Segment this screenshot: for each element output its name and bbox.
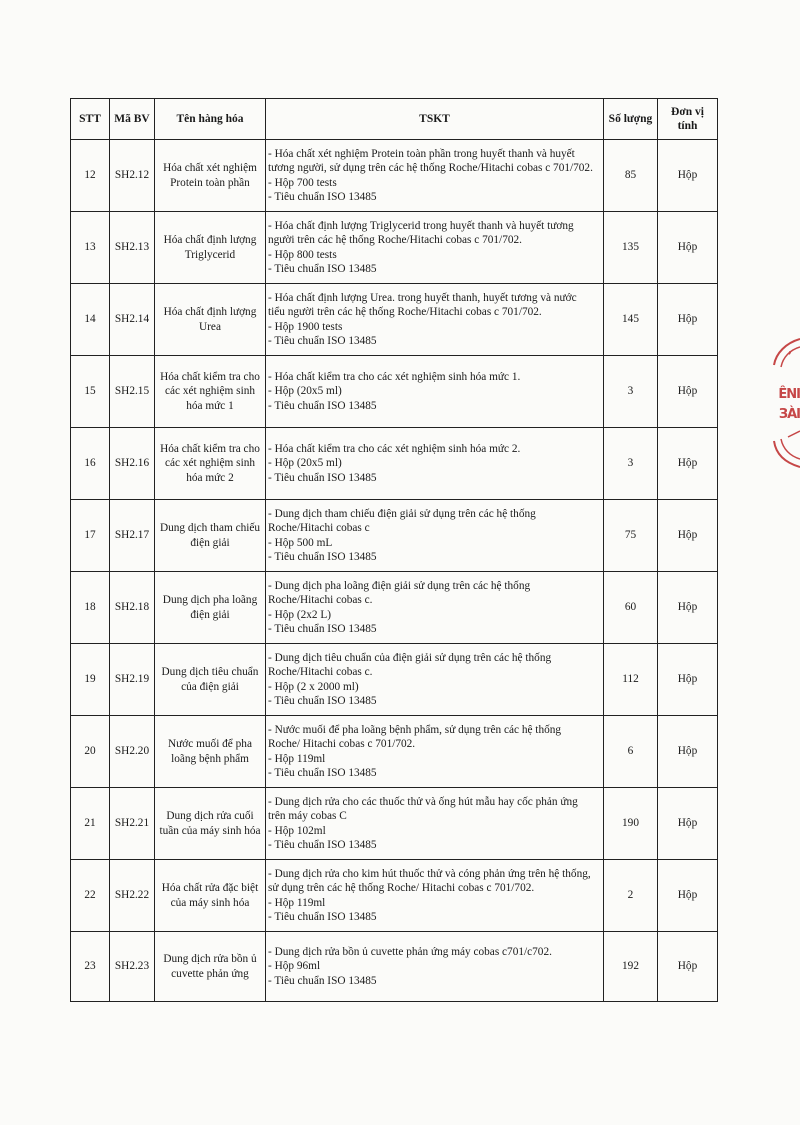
table-row [71, 932, 718, 1002]
cell-ten-hang-hoa: Nước muối để pha loãng bệnh phẩm [155, 716, 266, 788]
tskt-line: - Hóa chất xét nghiệm Protein toàn phần trong huyết thanh và huyết [268, 147, 575, 160]
tskt-line: - Hóa chất định lượng Triglycerid trong huyết thanh và huyết tương [268, 219, 574, 232]
cell-stt: 12 [71, 140, 110, 212]
cell-ten-hang-hoa: Dung dịch rửa bồn ủ cuvette phản ứng [155, 932, 266, 1002]
cell-don-vi: Hộp [658, 212, 718, 284]
cell-tskt [266, 860, 604, 932]
cell-ma-bv: SH2.21 [110, 788, 155, 860]
header-don-vi-tinh [658, 99, 718, 140]
stamp-text-line1: ÊNI [778, 387, 800, 402]
cell-ma-bv: SH2.15 [110, 356, 155, 428]
cell-tskt [266, 428, 604, 500]
header-don-vi-line1: Đơn vị [671, 106, 704, 118]
tskt-line: - Hộp 102ml [268, 824, 326, 837]
tskt-line: tiểu người trên các hệ thống Roche/Hitachi cobas c 701/702. [268, 306, 542, 318]
cell-tskt [266, 788, 604, 860]
cell-ma-bv: SH2.17 [110, 500, 155, 572]
cell-don-vi: Hộp [658, 428, 718, 500]
cell-don-vi: Hộp [658, 644, 718, 716]
tskt-line: - Hộp (2 x 2000 ml) [268, 680, 359, 693]
header-stt: STT [71, 99, 110, 140]
tskt-line: - Hộp 1900 tests [268, 320, 343, 333]
tskt-line: - Nước muối để pha loãng bệnh phẩm, sử dụng trên các hệ thống [268, 723, 562, 736]
table-row [71, 140, 718, 212]
tskt-line: tương người, sử dụng trên các hệ thống Roche/Hitachi cobas c 701/702. [268, 162, 593, 174]
table-body [71, 140, 718, 1002]
table-row [71, 788, 718, 860]
tskt-line: Roche/Hitachi cobas c [268, 522, 370, 534]
tskt-line: - Tiêu chuẩn ISO 13485 [268, 551, 377, 563]
tskt-line: - Dung dịch rửa bồn ủ cuvette phản ứng máy cobas c701/c702. [268, 945, 552, 958]
tskt-line: - Dung dịch pha loãng điện giải sử dụng trên các hệ thống [268, 579, 531, 592]
stamp-fragment [758, 335, 800, 465]
header-so-luong: Số lượng [604, 99, 658, 140]
tskt-line: Roche/ Hitachi cobas c 701/702. [268, 738, 416, 750]
header-ten-hang-hoa: Tên hàng hóa [155, 99, 266, 140]
tskt-line: - Dung dịch rửa cho kim hút thuốc thử và cóng phản ứng trên hệ thống, [268, 867, 591, 880]
svg-text:ʼ: ʼ [788, 349, 793, 362]
cell-ma-bv: SH2.14 [110, 284, 155, 356]
cell-ten-hang-hoa: Hóa chất kiểm tra cho các xét nghiệm sinh hóa mức 1 [155, 356, 266, 428]
tskt-line: - Hộp 800 tests [268, 248, 337, 261]
tskt-line: - Tiêu chuẩn ISO 13485 [268, 695, 377, 707]
cell-ten-hang-hoa: Hóa chất kiểm tra cho các xét nghiệm sinh hóa mức 2 [155, 428, 266, 500]
tskt-line: - Tiêu chuẩn ISO 13485 [268, 623, 377, 635]
tskt-line: - Hộp (2x2 L) [268, 608, 332, 621]
cell-stt: 20 [71, 716, 110, 788]
cell-ten-hang-hoa: Dung dịch tham chiếu điện giải [155, 500, 266, 572]
cell-don-vi: Hộp [658, 500, 718, 572]
tskt-line: - Tiêu chuẩn ISO 13485 [268, 191, 377, 203]
header-don-vi-line2: tính [677, 120, 698, 132]
table-row [71, 572, 718, 644]
tskt-line: - Hộp (20x5 ml) [268, 385, 342, 398]
cell-so-luong: 3 [604, 356, 658, 428]
cell-ma-bv: SH2.23 [110, 932, 155, 1002]
cell-don-vi: Hộp [658, 716, 718, 788]
table-row [71, 356, 718, 428]
cell-don-vi: Hộp [658, 860, 718, 932]
tskt-line: - Hộp 119ml [268, 896, 326, 909]
cell-stt: 21 [71, 788, 110, 860]
cell-so-luong: 2 [604, 860, 658, 932]
cell-tskt [266, 284, 604, 356]
cell-stt: 16 [71, 428, 110, 500]
tskt-line: - Dung dịch rửa cho các thuốc thử và ống hút mẫu hay cốc phản ứng [268, 795, 578, 808]
specification-table [70, 98, 718, 1002]
cell-so-luong: 190 [604, 788, 658, 860]
cell-don-vi: Hộp [658, 572, 718, 644]
cell-ten-hang-hoa: Dung dịch tiêu chuẩn của điện giải [155, 644, 266, 716]
tskt-line: người trên các hệ thống Roche/Hitachi cobas c 701/702. [268, 234, 522, 246]
tskt-line: - Tiêu chuẩn ISO 13485 [268, 974, 377, 987]
cell-don-vi: Hộp [658, 140, 718, 212]
cell-stt: 13 [71, 212, 110, 284]
tskt-line: - Hộp 700 tests [268, 176, 337, 189]
cell-so-luong: 145 [604, 284, 658, 356]
cell-so-luong: 75 [604, 500, 658, 572]
tskt-line: - Tiêu chuẩn ISO 13485 [268, 767, 377, 779]
tskt-line: trên máy cobas C [268, 810, 347, 822]
cell-stt: 17 [71, 500, 110, 572]
cell-stt: 23 [71, 932, 110, 1002]
cell-tskt [266, 140, 604, 212]
table-row [71, 644, 718, 716]
cell-ten-hang-hoa: Dung dịch pha loãng điện giải [155, 572, 266, 644]
cell-don-vi: Hộp [658, 788, 718, 860]
cell-so-luong: 6 [604, 716, 658, 788]
tskt-line: - Tiêu chuẩn ISO 13485 [268, 911, 377, 923]
tskt-line: - Tiêu chuẩn ISO 13485 [268, 335, 377, 347]
cell-ma-bv: SH2.22 [110, 860, 155, 932]
tskt-line: - Dung dịch tham chiếu điện giải sử dụng trên các hệ thống [268, 507, 536, 520]
cell-ma-bv: SH2.18 [110, 572, 155, 644]
cell-ten-hang-hoa: Dung dịch rửa cuối tuần của máy sinh hóa [155, 788, 266, 860]
cell-tskt [266, 932, 604, 1002]
tskt-line: - Hóa chất kiểm tra cho các xét nghiệm sinh hóa mức 1. [268, 370, 521, 383]
cell-don-vi: Hộp [658, 932, 718, 1002]
tskt-line: - Tiêu chuẩn ISO 13485 [268, 471, 377, 484]
table-row [71, 428, 718, 500]
cell-stt: 19 [71, 644, 110, 716]
cell-so-luong: 135 [604, 212, 658, 284]
cell-ten-hang-hoa: Hóa chất định lượng Triglycerid [155, 212, 266, 284]
cell-don-vi: Hộp [658, 356, 718, 428]
cell-don-vi: Hộp [658, 284, 718, 356]
tskt-line: - Tiêu chuẩn ISO 13485 [268, 839, 377, 851]
stamp-arc-top-icon [766, 335, 800, 375]
tskt-line: - Hóa chất kiểm tra cho các xét nghiệm sinh hóa mức 2. [268, 442, 521, 455]
cell-stt: 15 [71, 356, 110, 428]
cell-tskt [266, 212, 604, 284]
cell-tskt [266, 716, 604, 788]
tskt-line: Roche/Hitachi cobas c. [268, 594, 373, 606]
cell-ma-bv: SH2.19 [110, 644, 155, 716]
cell-stt: 18 [71, 572, 110, 644]
cell-ma-bv: SH2.20 [110, 716, 155, 788]
cell-ma-bv: SH2.16 [110, 428, 155, 500]
cell-tskt [266, 644, 604, 716]
table-header-row [71, 99, 718, 140]
header-ma-bv: Mã BV [110, 99, 155, 140]
table-row [71, 500, 718, 572]
cell-so-luong: 3 [604, 428, 658, 500]
cell-so-luong: 60 [604, 572, 658, 644]
tskt-line: - Dung dịch tiêu chuẩn của điện giải sử dụng trên các hệ thống [268, 651, 552, 664]
tskt-line: Roche/Hitachi cobas c. [268, 666, 373, 678]
cell-ten-hang-hoa: Hóa chất rửa đặc biệt của máy sinh hóa [155, 860, 266, 932]
table-row [71, 212, 718, 284]
cell-stt: 14 [71, 284, 110, 356]
cell-ten-hang-hoa: Hóa chất xét nghiệm Protein toàn phần [155, 140, 266, 212]
table-row [71, 860, 718, 932]
tskt-line: - Hộp 500 mL [268, 536, 333, 549]
table-row [71, 716, 718, 788]
cell-so-luong: 112 [604, 644, 658, 716]
cell-stt: 22 [71, 860, 110, 932]
header-tskt: TSKT [266, 99, 604, 140]
cell-so-luong: 192 [604, 932, 658, 1002]
tskt-line: - Tiêu chuẩn ISO 13485 [268, 399, 377, 412]
tskt-line: - Hộp 96ml [268, 960, 321, 973]
stamp-arc-bottom-icon [766, 429, 800, 469]
tskt-line: - Hóa chất định lượng Urea. trong huyết thanh, huyết tương và nước [268, 291, 577, 304]
tskt-line: - Hộp 119ml [268, 752, 326, 765]
tskt-line: - Hộp (20x5 ml) [268, 457, 342, 470]
cell-ma-bv: SH2.12 [110, 140, 155, 212]
cell-tskt [266, 356, 604, 428]
cell-ten-hang-hoa: Hóa chất định lượng Urea [155, 284, 266, 356]
tskt-line: sử dụng trên các hệ thống Roche/ Hitachi cobas c 701/702. [268, 882, 535, 894]
cell-so-luong: 85 [604, 140, 658, 212]
cell-tskt [266, 500, 604, 572]
cell-tskt [266, 572, 604, 644]
tskt-line: - Tiêu chuẩn ISO 13485 [268, 263, 377, 275]
stamp-text-line2: ЗÀI [778, 407, 800, 422]
cell-ma-bv: SH2.13 [110, 212, 155, 284]
table-row [71, 284, 718, 356]
